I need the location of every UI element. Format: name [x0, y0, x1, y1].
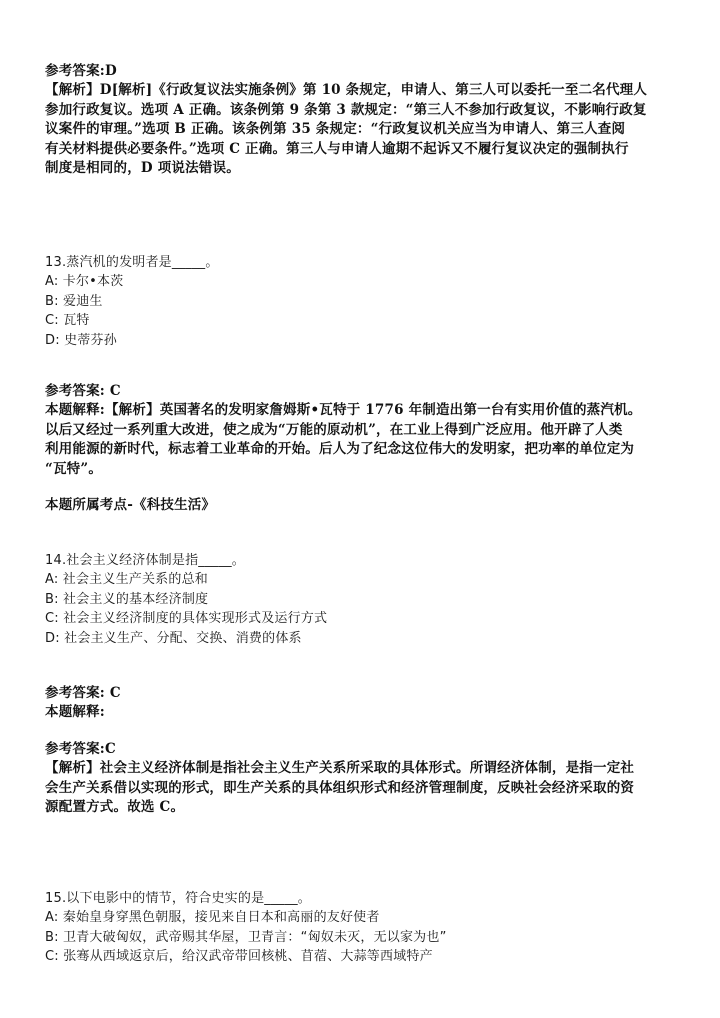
- explanation-line: 有关材料提供必要条件。”选项 C 正确。第三人与申请人逾期不起诉又不履行复议决定的强制执行: [45, 140, 629, 157]
- topic-label: 本题所属考点-《科技生活》: [45, 497, 216, 513]
- question-13: [45, 253, 675, 350]
- answer-block-13: [45, 382, 675, 479]
- explanation-line: 源配置方式。故选 C。: [45, 799, 185, 816]
- option-c: C: 社会主义经济制度的具体实现形式及运行方式: [45, 611, 328, 627]
- answer-block-12: [45, 62, 675, 178]
- option-d: D: 史蒂芬孙: [45, 332, 117, 348]
- explanation-line: 【解析】D[解析]《行政复议法实施条例》第 10 条规定，申请人、第三人可以委托一至二名代理人: [45, 82, 648, 99]
- option-c: C: 瓦特: [45, 313, 90, 329]
- option-b: B: 爱迪生: [45, 293, 103, 309]
- explanation-line: 【解析】社会主义经济体制是指社会主义生产关系所采取的具体形式。所谓经济体制，是指一定社: [45, 760, 635, 777]
- reference-answer: 参考答案: C: [45, 685, 121, 701]
- topic-block-13: [45, 496, 675, 515]
- explanation-line: “瓦特”。: [45, 460, 103, 477]
- explanation-line: 议案件的审理。”选项 B 正确。该条例第 35 条规定：“行政复议机关应当为申请人、第三人查阅: [45, 121, 626, 138]
- reference-answer: 参考答案:D: [45, 63, 117, 79]
- question-text: 15.以下电影中的情节，符合史实的是_____。: [45, 891, 311, 906]
- question-15: [45, 889, 675, 967]
- question-text: 14.社会主义经济体制是指_____。: [45, 553, 245, 568]
- option-c: C: 张骞从西域返京后，给汉武帝带回核桃、苜蓿、大蒜等西域特产: [45, 949, 433, 965]
- explanation-line: 会生产关系借以实现的形式，即生产关系的具体组织形式和经济管理制度，反映社会经济采取的资: [45, 779, 635, 796]
- explanation-line: 制度是相同的，D 项说法错误。: [45, 160, 240, 177]
- option-a: A: 社会主义生产关系的总和: [45, 572, 208, 588]
- option-a: A: 秦始皇身穿黑色朝服，接见来自日本和高丽的友好使者: [45, 910, 380, 926]
- question-text: 13.蒸汽机的发明者是_____。: [45, 255, 219, 270]
- reference-answer: 参考答案: C: [45, 383, 121, 399]
- question-14: [45, 551, 675, 648]
- option-a: A: 卡尔•本茨: [45, 274, 124, 290]
- explanation-line: 利用能源的新时代，标志着工业革命的开始。后人为了纪念这位伟大的发明家，把功率的单位定为: [45, 441, 635, 458]
- reference-answer: 参考答案:C: [45, 741, 116, 757]
- option-b: B: 社会主义的基本经济制度: [45, 591, 209, 607]
- explanation-note: 本题解释:: [45, 704, 105, 721]
- option-d: D: 社会主义生产、分配、交换、消费的体系: [45, 630, 302, 646]
- explanation-line: 本题解释:【解析】英国著名的发明家詹姆斯•瓦特于 1776 年制造出第一台有实用价值的蒸汽机。: [45, 402, 642, 419]
- answer-block-14-detail: [45, 740, 675, 818]
- explanation-line: 参加行政复议。选项 A 正确。该条例第 9 条第 3 款规定：“第三人不参加行政复议，不影响行政复: [45, 101, 647, 118]
- option-b: B: 卫青大破匈奴，武帝赐其华屋，卫青言：“匈奴未灭，无以家为也”: [45, 929, 447, 945]
- explanation-line: 以后又经过一系列重大改进，使之成为“万能的原动机”，在工业上得到广泛应用。他开辟了人类: [45, 421, 623, 438]
- answer-block-14: [45, 684, 675, 723]
